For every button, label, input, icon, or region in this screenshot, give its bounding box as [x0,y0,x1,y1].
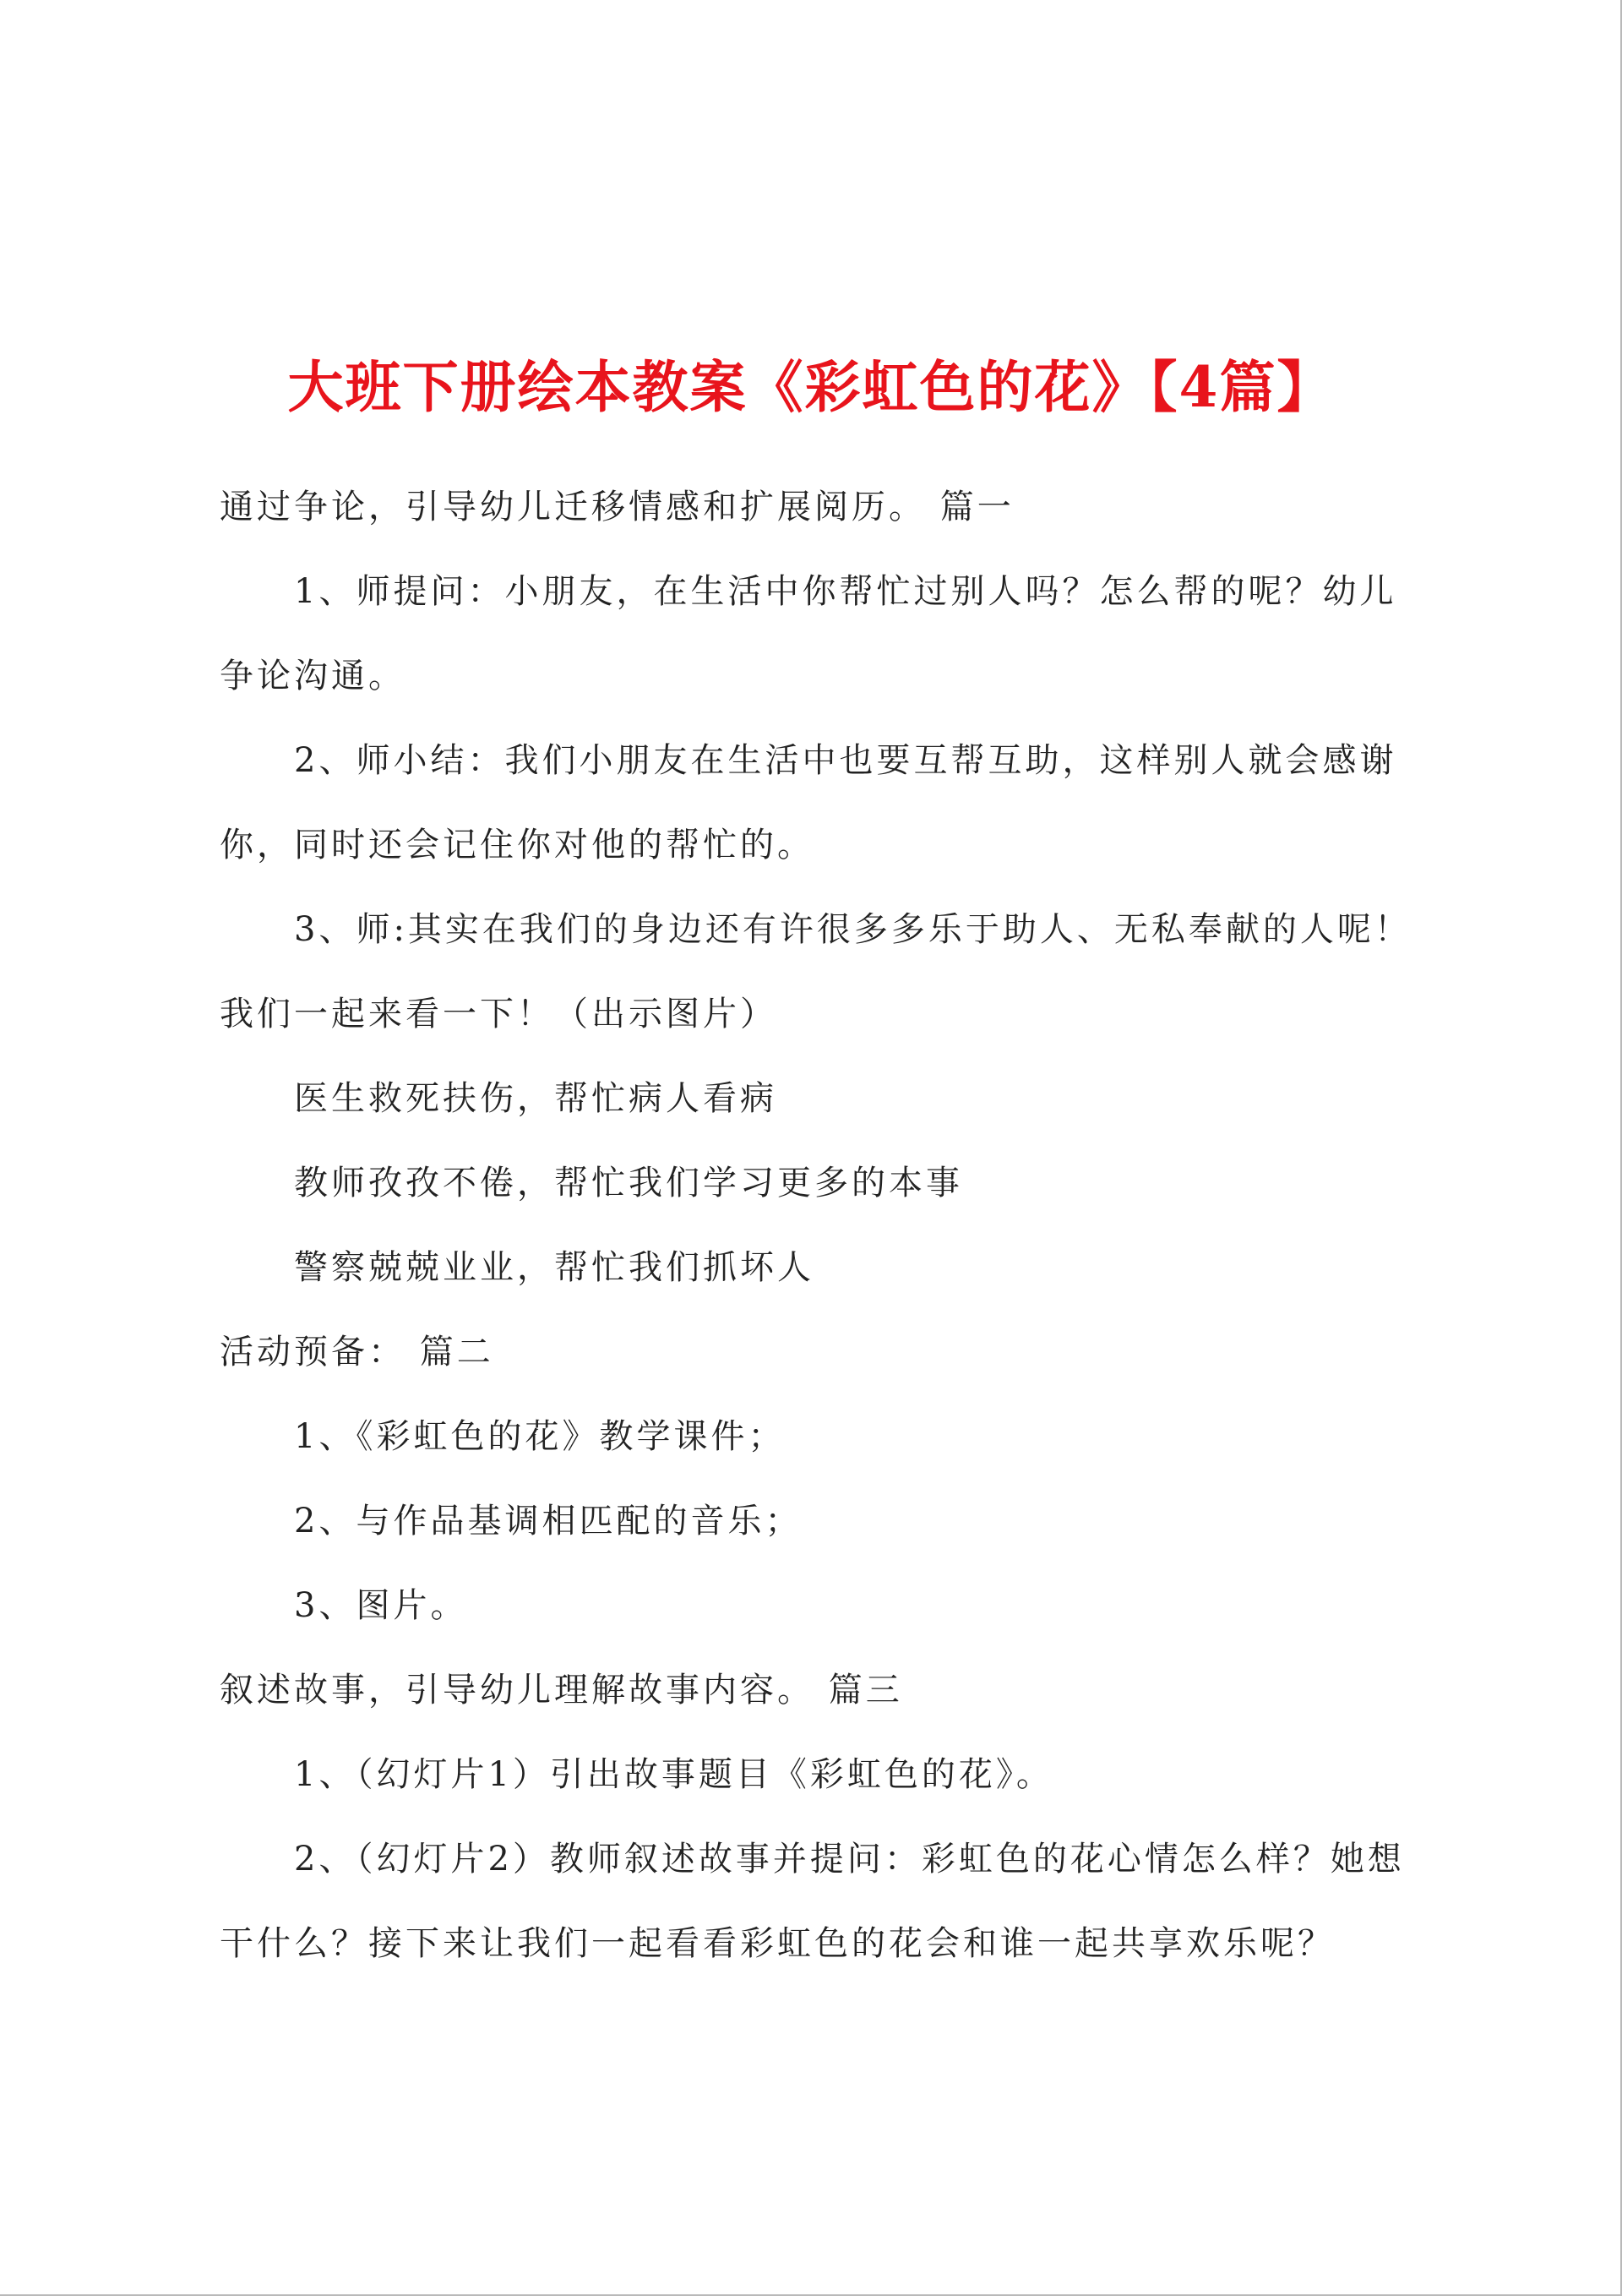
section-intro-3: 叙述故事，引导幼儿理解故事内容。 篇三 [220,1671,903,1710]
paragraph-line: 1、《彩虹色的花》教学课件； [294,1417,786,1456]
paragraph-line: 争论沟通。 [220,657,406,695]
paragraph-line: 2、与作品基调相匹配的音乐； [294,1502,803,1541]
paragraph-line: 2、师小结：我们小朋友在生活中也要互帮互助，这样别人就会感谢 [294,741,1397,780]
paragraph-line: 2、（幻灯片2）教师叙述故事并提问：彩虹色的花心情怎么样？她想 [294,1840,1405,1879]
paragraph-line: 干什么？接下来让我们一起看看彩虹色的花会和谁一起共享欢乐呢？ [220,1924,1335,1963]
document-body [220,486,1419,2007]
paragraph-line: 3、图片。 [294,1586,468,1625]
paragraph-line: 1、师提问：小朋友，在生活中你帮忙过别人吗？怎么帮的呢？幼儿 [294,572,1397,611]
section-intro-1: 通过争论，引导幼儿迁移情感和扩展阅历。 篇一 [220,488,1015,526]
paragraph-line: 教师孜孜不倦，帮忙我们学习更多的本事 [294,1164,963,1203]
paragraph-line: 我们一起来看一下！（出示图片） [220,995,777,1033]
document-title: 大班下册绘本教案《彩虹色的花》【4篇】 [287,354,1335,420]
paragraph-line: 警察兢兢业业，帮忙我们抓坏人 [294,1248,814,1287]
paragraph-line: 3、师:其实在我们的身边还有许很多多乐于助人、无私奉献的人呢！ [294,910,1412,949]
paragraph-line: 你，同时还会记住你对他的帮忙的。 [220,826,814,864]
paragraph-line: 医生救死扶伤，帮忙病人看病 [294,1079,777,1118]
section-intro-2: 活动预备： 篇二 [220,1333,494,1372]
paragraph-line: 1、（幻灯片1）引出故事题目《彩虹色的花》。 [294,1755,1053,1794]
